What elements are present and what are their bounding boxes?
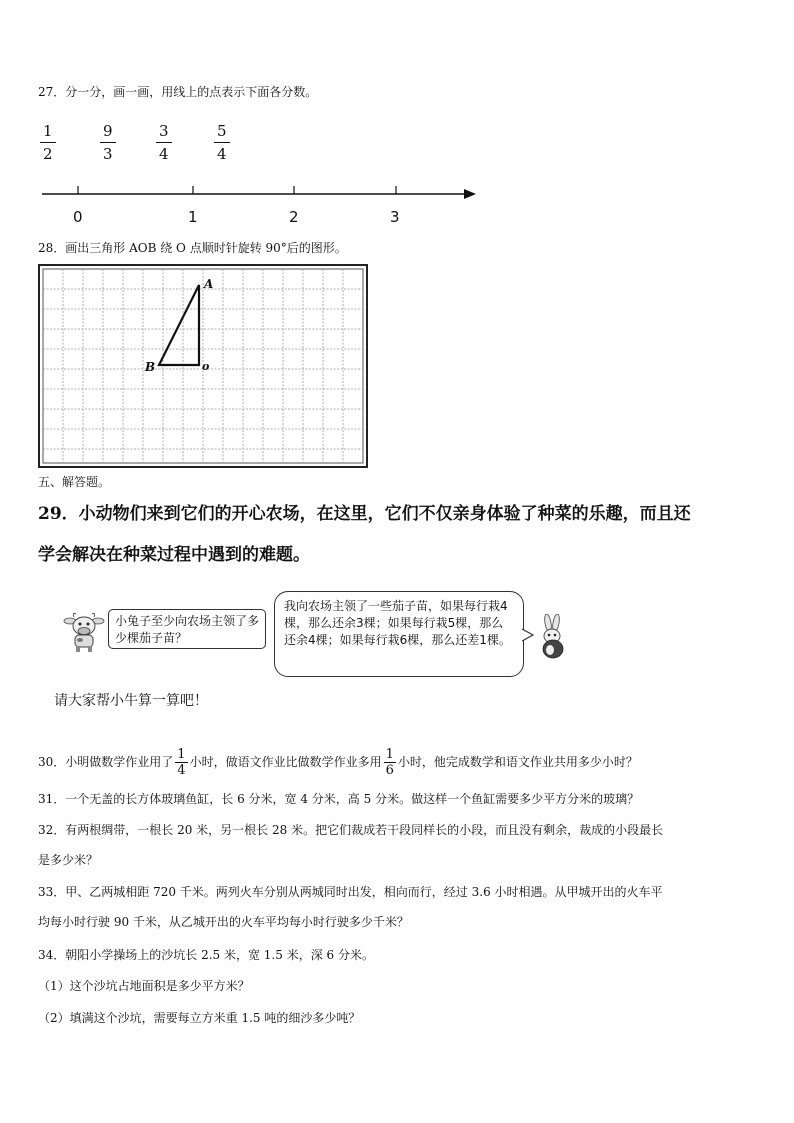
rabbit-icon <box>536 614 570 660</box>
q30-text-2: 小时，做语文作业比做数学作业多用 <box>189 755 382 769</box>
q29-caption: 请大家帮小牛算一算吧！ <box>54 693 208 709</box>
number-line-label-0: 0 <box>73 208 83 226</box>
q27-fraction-1 <box>38 120 58 165</box>
q31-prompt: 31．一个无盖的长方体玻璃鱼缸，长 6 分米，宽 4 分米，高 5 分米。做这样一个鱼缸需要多少平方分米的玻璃？ <box>38 792 640 806</box>
fraction-numerator: 1 <box>177 746 186 762</box>
q30-fraction-1 <box>175 747 187 778</box>
fraction-numerator: 1 <box>40 120 56 143</box>
cow-icon <box>62 612 106 654</box>
q29-line-1: 29．小动物们来到它们的开心农场，在这里，它们不仅亲身体验了种菜的乐趣，而且还 <box>38 504 691 524</box>
q34-sub-question-2: （2）填满这个沙坑，需要每立方米重 1.5 吨的细沙多少吨？ <box>38 1011 361 1025</box>
number-line-label-2: 2 <box>289 208 299 226</box>
q34-sub-question-1: （1）这个沙坑占地面积是多少平方米？ <box>38 979 250 993</box>
fraction-numerator: 3 <box>156 120 172 143</box>
fraction-denominator: 4 <box>159 145 169 163</box>
number-line <box>38 182 483 210</box>
q27-fraction-2 <box>98 120 118 165</box>
fraction-numerator: 1 <box>385 746 394 762</box>
q28-prompt: 28．画出三角形 AOB 绕 O 点顺时针旋转 90°后的图形。 <box>38 241 347 255</box>
q30-prompt <box>38 744 638 780</box>
q32-line-1: 32．有两根绸带，一根长 20 米，另一根长 28 米。把它们裁成若干段同样长的小段，而且没有剩余，裁成的小段最长 <box>38 823 664 837</box>
speech-bubble-rabbit-text: 我向农场主领了一些茄子苗，如果每行栽4棵，那么还余3棵；如果每行栽5棵，那么还余4棵；如果每行栽6棵，那么还差1棵。 <box>284 599 511 647</box>
q32-line-2: 是多少米？ <box>38 853 99 867</box>
q27-fraction-3 <box>154 120 174 165</box>
q33-line-1: 33．甲、乙两城相距 720 千米。两列火车分别从两城同时出发，相向而行，经过 3.6 小时相遇。从甲城开出的火车平 <box>38 885 663 899</box>
q27-fraction-4 <box>212 120 232 165</box>
speech-bubble-cow <box>108 609 266 649</box>
fraction-denominator: 4 <box>177 762 186 778</box>
point-label-o: o <box>202 360 210 373</box>
number-line-arrow <box>464 189 476 199</box>
number-line-label-1: 1 <box>188 208 198 226</box>
q34-prompt: 34．朝阳小学操场上的沙坑长 2.5 米，宽 1.5 米，深 6 分米。 <box>38 948 374 962</box>
fraction-denominator: 2 <box>43 145 53 163</box>
fraction-denominator: 3 <box>103 145 113 163</box>
fraction-numerator: 9 <box>100 120 116 143</box>
fraction-denominator: 4 <box>217 145 227 163</box>
section-heading: 五、解答题。 <box>38 475 111 489</box>
q27-prompt: 27．分一分，画一画，用线上的点表示下面各分数。 <box>38 85 318 99</box>
point-label-b: B <box>145 360 156 374</box>
q29-line-2: 学会解决在种菜过程中遇到的难题。 <box>38 545 310 565</box>
q33-line-2: 均每小时行驶 90 千米，从乙城开出的火车平均每小时行驶多少千米？ <box>38 915 409 929</box>
q30-fraction-2 <box>384 747 396 778</box>
speech-bubble-tail <box>522 628 534 642</box>
number-line-label-3: 3 <box>390 208 400 226</box>
fraction-denominator: 6 <box>385 762 394 778</box>
fraction-numerator: 5 <box>214 120 230 143</box>
q30-text-3: 小时，他完成数学和语文作业共用多少小时？ <box>397 755 638 769</box>
q30-text-1: 30．小明做数学作业用了 <box>38 755 174 769</box>
point-label-a: A <box>204 277 214 291</box>
speech-bubble-cow-text: 小兔子至少向农场主领了多少棵茄子苗？ <box>115 614 260 645</box>
speech-bubble-rabbit <box>274 591 524 677</box>
